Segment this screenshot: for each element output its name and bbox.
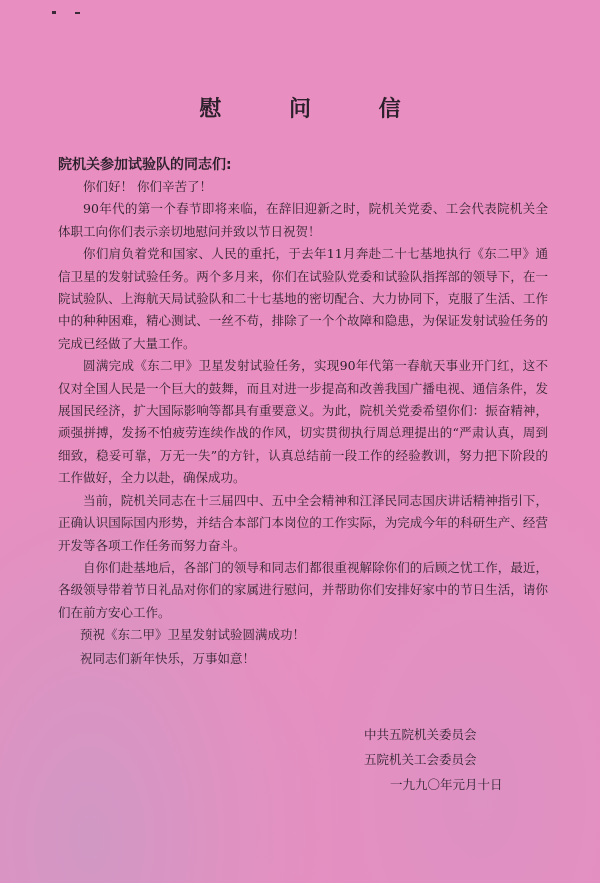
scan-speck-2 — [75, 12, 80, 14]
signature-date: 一九九〇年元月十日 — [390, 777, 503, 792]
body-paragraph-2: 90年代的第一个春节即将来临，在辞旧迎新之时，院机关党委、工会代表院机关全体职工向你们表示亲切地慰问并致以节日祝贺！ — [58, 201, 548, 239]
letter-body — [58, 176, 548, 624]
body-paragraph-5: 当前，院机关同志在十三届四中、五中全会精神和江泽民同志国庆讲话精神指引下，正确认识国际国内形势，并结合本部门本岗位的工作实际，为完成今年的科研生产、经营开发等各项工作任务而努力奋斗。 — [58, 492, 548, 553]
closing-wish-1: 预祝《东二甲》卫星发射试验圆满成功！ — [80, 627, 306, 642]
signature-org-union: 五院机关工会委员会 — [364, 752, 477, 767]
letter-title: 慰 问 信 — [199, 96, 431, 122]
letter-salutation: 院机关参加试验队的同志们: — [58, 157, 232, 173]
body-paragraph-3: 你们肩负着党和国家、人民的重托，于去年11月奔赴二十七基地执行《东二甲》通信卫星的发射试验任务。两个多月来，你们在试验队党委和试验队指挥部的领导下，在一院试验队、上海航天局试验队和二十七基地的密切配合、大力协同下，克服了生活、工作中的种种困难，精心测试、一丝不苟，排除了一个个故障和隐患，为保证发射试验任务的完成已经做了大量工作。 — [58, 246, 548, 351]
signature-org-party: 中共五院机关委员会 — [364, 727, 477, 742]
signature-block — [364, 722, 503, 797]
body-paragraph-4: 圆满完成《东二甲》卫星发射试验任务，实现90年代第一春航天事业开门红，这不仅对全国人民是一个巨大的鼓舞，而且对进一步提高和改善我国广播电视、通信条件，发展国民经济，扩大国际影响等都具有重要意义。为此，院机关党委希望你们：振奋精神，顽强拼搏，发扬不怕疲劳连续作战的作风，切实贯彻执行周总理提出的“严肃认真，周到细致，稳妥可靠，万无一失”的方针，认真总结前一段工作的经验教训，努力把下阶段的工作做好，全力以赴，确保成功。 — [58, 358, 548, 486]
scan-speck-1 — [52, 11, 56, 14]
closing-wish-2: 祝同志们新年快乐，万事如意！ — [80, 651, 256, 666]
body-paragraph-1: 你们好！ 你们辛苦了！ — [83, 179, 212, 194]
body-paragraph-6: 自你们赴基地后，各部门的领导和同志们都很重视解除你们的后顾之忧工作，最近，各级领导带着节日礼品对你们的家属进行慰问，并帮助你们安排好家中的节日生活，请你们在前方安心工作。 — [58, 559, 548, 620]
